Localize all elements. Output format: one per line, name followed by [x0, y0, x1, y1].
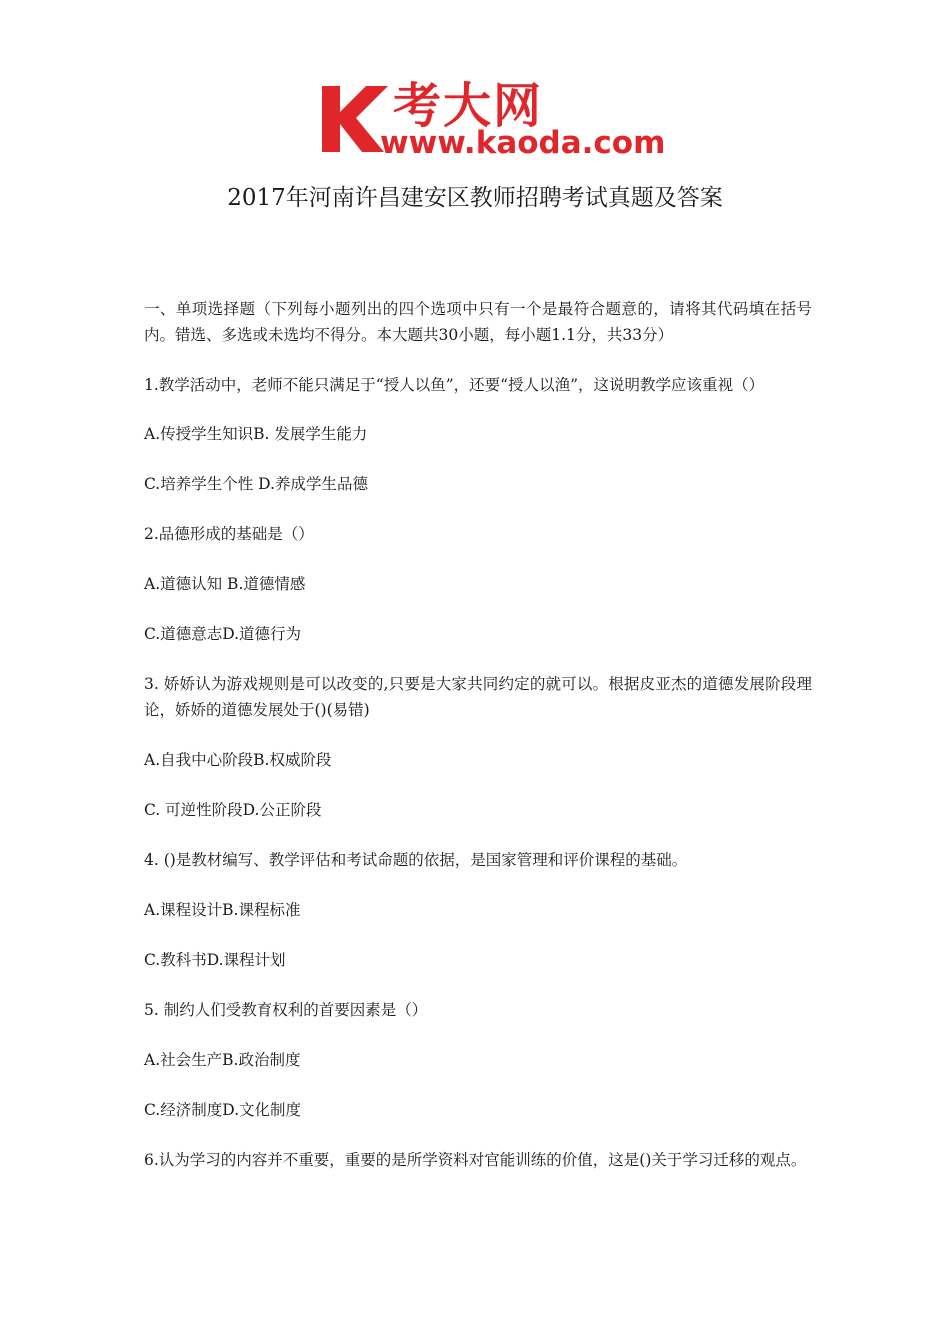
question-3-options-ab: A.自我中心阶段B.权威阶段 — [144, 750, 332, 769]
question-2: 2.品德形成的基础是（） — [144, 525, 314, 544]
question-content — [144, 296, 812, 1196]
question-1: 1.教学活动中，老师不能只满足于“授人以鱼”，还要“授人以渔”，这说明教学应该重视（） — [144, 375, 764, 394]
kaoda-logo[interactable] — [318, 78, 666, 161]
question-4-options-ab: A.课程设计B.课程标准 — [144, 900, 301, 919]
question-4-options-cd: C.教科书D.课程计划 — [144, 950, 286, 969]
question-3-options-cd: C. 可逆性阶段D.公正阶段 — [144, 800, 322, 819]
question-4: 4. ()是教材编写、教学评估和考试命题的依据，是国家管理和评价课程的基础。 — [144, 850, 688, 869]
question-2-options-cd: C.道德意志D.道德行为 — [144, 625, 302, 644]
question-5-options-cd: C.经济制度D.文化制度 — [144, 1100, 302, 1119]
question-3: 3. 娇娇认为游戏规则是可以改变的,只要是大家共同约定的就可以。根据皮亚杰的道德发展阶段理论，娇娇的道德发展处于()(易错) — [144, 675, 812, 720]
logo-url-text: www.kaoda.com — [380, 125, 666, 161]
question-2-options-ab: A.道德认知 B.道德情感 — [144, 575, 306, 594]
question-1-options-ab: A.传授学生知识B. 发展学生能力 — [144, 425, 368, 444]
page-title: 2017年河南许昌建安区教师招聘考试真题及答案 — [227, 185, 723, 211]
section-instructions: 一、单项选择题（下列每小题列出的四个选项中只有一个是最符合题意的，请将其代码填在括号内。错选、多选或未选均不得分。本大题共30小题，每小题1.1分，共33分） — [144, 300, 812, 344]
question-5-options-ab: A.社会生产B.政治制度 — [144, 1050, 301, 1069]
question-5: 5. 制约人们受教育权利的首要因素是（） — [144, 1000, 428, 1019]
logo-brand-text: 考大网 — [393, 78, 544, 134]
question-1-options-cd: C.培养学生个性 D.养成学生品德 — [144, 475, 368, 494]
question-6: 6.认为学习的内容并不重要，重要的是所学资料对官能训练的价值，这是()关于学习迁移的观点。 — [144, 1150, 807, 1169]
